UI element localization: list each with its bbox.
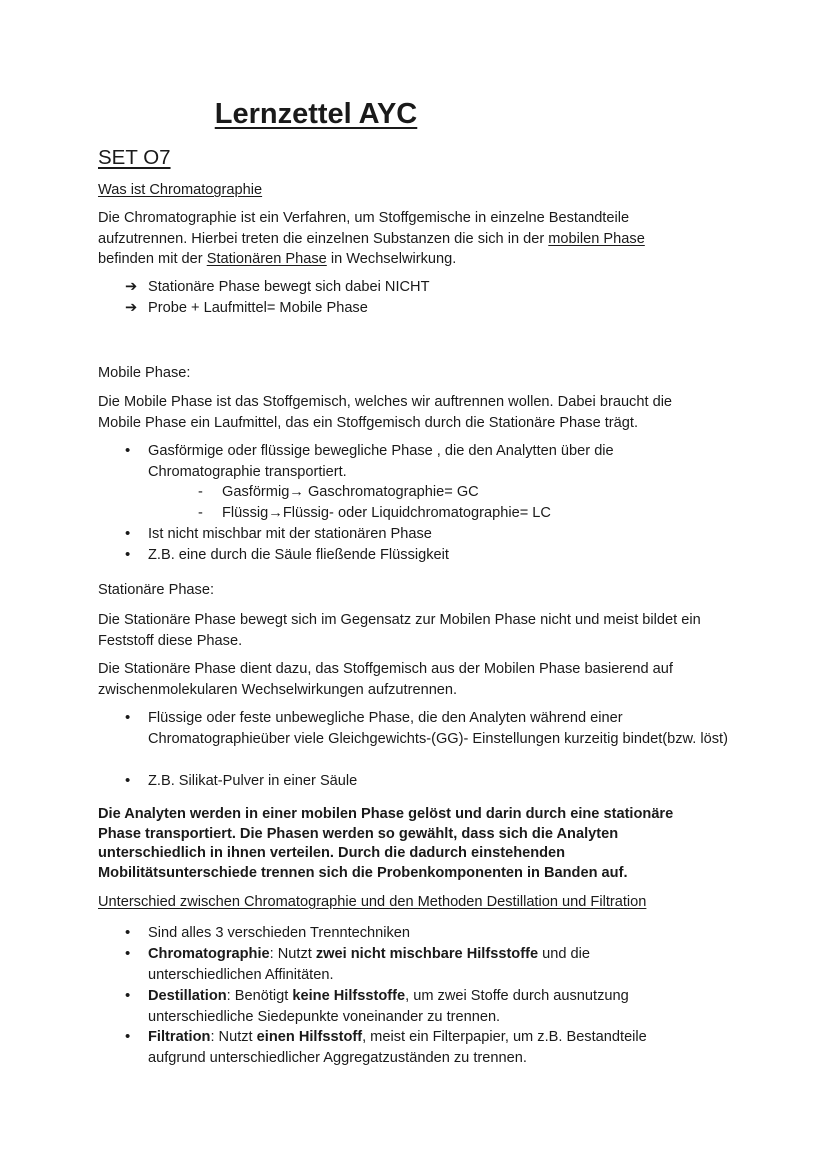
page-title: Lernzettel AYC bbox=[214, 98, 418, 130]
arrow-icon: ➔ bbox=[125, 300, 138, 316]
bullet-icon: • bbox=[125, 546, 131, 563]
section-heading-chromatographie: Was ist Chromatographie bbox=[98, 182, 263, 198]
sub-list-item: - Flüssig→Flüssig- oder Liquidchromatographie= LC bbox=[198, 503, 551, 524]
stationary-phase-term: Stationären Phase bbox=[206, 251, 327, 267]
mobile-phase-paragraph: Die Mobile Phase ist das Stoffgemisch, welches wir auftrennen wollen. Dabei braucht die Mobile Phase ein Laufmittel, das ein Stoffgemisch durch die Stationäre Phase trägt. bbox=[98, 394, 673, 431]
sub-list-item: - Gasförmig→ Gaschromatographie= GC bbox=[198, 482, 479, 503]
dash-icon: - bbox=[198, 484, 203, 500]
bullet-icon: • bbox=[125, 442, 131, 459]
arrow-icon: ➔ bbox=[125, 279, 138, 295]
stationary-paragraph-2: Die Stationäre Phase dient dazu, das Stoffgemisch aus der Mobilen Phase basierend auf zwischenmolekularen Wechselwirkungen aufzutrennen. bbox=[98, 661, 673, 698]
bullet-icon: • bbox=[125, 924, 131, 941]
set-heading: SET O7 bbox=[98, 146, 171, 169]
bullet-icon: • bbox=[125, 772, 131, 789]
dash-icon: - bbox=[198, 505, 203, 521]
arrow-item: ➔ Stationäre Phase bewegt sich dabei NICHT bbox=[125, 277, 430, 298]
bold-summary: Die Analyten werden in einer mobilen Phase gelöst und darin durch eine stationäre Phase transportiert. Die Phasen werden so gewählt, dass sich die Analyten unterschiedlich in ihnen verteilen. Durch die dadurch einstehenden Mobilitätsunterschiede trennen sich die Probenkomponenten in Banden auf. bbox=[98, 806, 674, 881]
bullet-icon: • bbox=[125, 525, 131, 542]
section-heading-unterschied: Unterschied zwischen Chromatographie und den Methoden Destillation und Filtration bbox=[98, 894, 647, 910]
stationary-paragraph-1: Die Stationäre Phase bewegt sich im Gegensatz zur Mobilen Phase nicht und meist bildet ein Feststoff diese Phase. bbox=[98, 612, 701, 649]
stationary-phase-heading: Stationäre Phase: bbox=[98, 582, 215, 598]
mobile-phase-heading: Mobile Phase: bbox=[98, 365, 191, 381]
intro-paragraph: Die Chromatographie ist ein Verfahren, um Stoffgemische in einzelne Bestandteile aufzutrennen. Hierbei treten die einzelnen Substanzen die sich in der mobilen Phase befinden mit der Stationären Phase in Wechselwirkung. bbox=[98, 210, 645, 267]
mobile-phase-term: mobilen Phase bbox=[548, 230, 645, 247]
arrow-item: ➔ Probe + Laufmittel= Mobile Phase bbox=[125, 298, 368, 319]
bullet-icon: • bbox=[125, 987, 131, 1004]
bullet-icon: • bbox=[125, 709, 131, 726]
bullet-icon: • bbox=[125, 945, 131, 962]
bullet-icon: • bbox=[125, 1028, 131, 1045]
